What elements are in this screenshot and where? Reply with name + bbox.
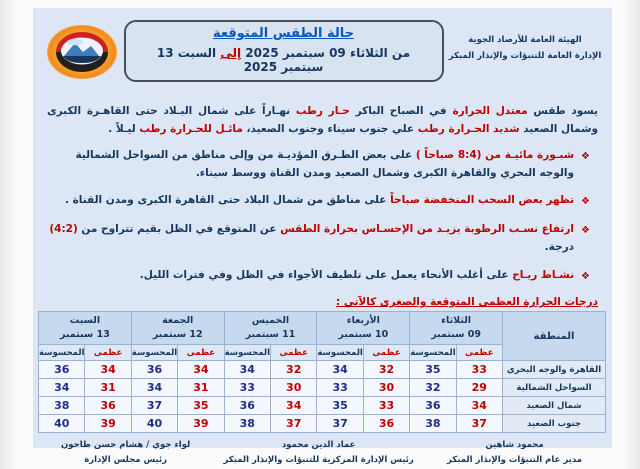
intro-segment: ليـلاً .: [108, 123, 136, 136]
temp-felt: 32: [410, 379, 456, 397]
authority-logo-svg: [44, 23, 120, 81]
day-name: الجمعة: [162, 314, 194, 326]
temp-max: 39: [85, 415, 131, 433]
date-to: السبت 13 سبتمبر 2025: [156, 46, 324, 74]
region-column-header: المنطقة: [503, 312, 606, 361]
temp-felt: 40: [131, 415, 177, 433]
temp-felt: 38: [224, 415, 270, 433]
intro-segment: شديد الحـرارة رطب: [414, 123, 520, 136]
temp-max: 31: [85, 379, 131, 397]
diamond-bullet-icon: ❖: [581, 271, 590, 283]
max-subheader: عظمى: [178, 345, 224, 361]
signature-chairman: [61, 438, 190, 469]
temp-max: 36: [85, 397, 131, 415]
organization-block: [446, 32, 604, 64]
day-header-friday: [131, 312, 224, 345]
region-name: شمال الصعيد: [503, 397, 606, 415]
temp-felt: 38: [39, 397, 85, 415]
table-row: [39, 379, 606, 397]
temp-felt: 33: [224, 379, 270, 397]
bullet-low-clouds: [47, 192, 590, 211]
temp-max: 39: [178, 415, 224, 433]
day-date: 12 سبتمبر: [152, 329, 203, 341]
bullet-segment: على بعض الطـرق المؤديـة من وإلى مناطق من السواحل الشمالية والوجه البحري والقاهرة الكبرى وشمال الصعيد ومدن القناة ووسط سيناء.: [75, 148, 575, 179]
day-name: الأربعاء: [346, 314, 380, 326]
temp-felt: 36: [410, 397, 456, 415]
day-header-tuesday: [410, 312, 503, 345]
page-title: حالة الطقس المتوقعة: [212, 26, 355, 41]
temp-felt: 38: [410, 415, 456, 433]
bullet-text: [47, 147, 574, 183]
temp-max: 35: [178, 397, 224, 415]
day-date: 09 سبتمبر: [431, 329, 481, 341]
date-range: [136, 46, 432, 74]
bullet-fog: [47, 147, 590, 183]
signature-title: رئيس مجلس الإدارة: [84, 455, 168, 466]
diamond-bullet-icon: ❖: [581, 196, 590, 208]
organization-name: الهيئة العامة للأرصاد الجوية: [468, 35, 582, 45]
temp-max: 30: [271, 379, 317, 397]
felt-subheader: المحسوسة: [317, 345, 363, 361]
bullet-segment: على مناطق من شمال البلاد حتى القاهرة الكبرى ومدن القناة .: [64, 194, 387, 207]
temp-max: 34: [85, 361, 131, 379]
region-name: جنوب الصعيد: [503, 415, 606, 433]
intro-segment: نهـاراً على شمال البـلاد حتى القاهـرة الكبرى وشمال الصعيد: [47, 105, 598, 136]
intro-segment: مائـل للحـرارة رطب: [135, 123, 243, 136]
temp-felt: 37: [131, 397, 177, 415]
day-header-wednesday: [317, 312, 410, 345]
temp-max: 30: [363, 379, 409, 397]
temp-max: 36: [363, 415, 409, 433]
region-name: السواحل الشمالية: [503, 379, 606, 397]
felt-subheader: المحسوسة: [131, 345, 177, 361]
forecast-bullets: [47, 147, 590, 286]
temp-max: 37: [456, 415, 502, 433]
weather-bulletin-card: [33, 8, 612, 466]
temp-max: 33: [363, 397, 409, 415]
day-date: 11 سبتمبر: [245, 329, 296, 341]
intro-segment: في الصباح الباكر: [349, 105, 447, 117]
max-subheader: عظمى: [363, 345, 409, 361]
bullet-segment: (4:2): [49, 223, 78, 236]
bullet-segment: عن المتوقع في الظل بقيم تتراوح من: [77, 223, 277, 236]
signature-title: مدير عام التنبؤات والإنذار المبكر: [447, 455, 582, 466]
felt-subheader: المحسوسة: [39, 345, 85, 361]
day-date: 10 سبتمبر: [338, 329, 389, 341]
signature-name: لواء جوي / هشام حسن طاحون: [61, 440, 191, 451]
authority-logo-icon: [43, 22, 121, 82]
signatures-footer: [33, 433, 612, 469]
temp-max: 32: [363, 361, 409, 379]
max-subheader: عظمى: [271, 345, 317, 361]
bullet-segment: درجة.: [544, 241, 575, 254]
bullet-humidity: [47, 221, 590, 257]
title-box: [124, 20, 444, 82]
max-subheader: عظمى: [85, 345, 131, 361]
temp-felt: 35: [317, 397, 363, 415]
signature-name: محمود شاهين: [485, 440, 544, 451]
table-row: [39, 415, 606, 433]
bullet-segment: ارتفاع نسـب الرطوبة يزيـد من الإحسـاس بحرارة الطقس: [276, 223, 575, 236]
signature-central-admin-head: [224, 438, 414, 469]
region-name: القاهرة والوجه البحري: [503, 361, 606, 379]
bullet-segment: نشـاط ريـاح: [508, 269, 575, 282]
temp-felt: 36: [39, 361, 85, 379]
temp-max: 34: [456, 397, 502, 415]
temp-felt: 34: [317, 361, 363, 379]
day-name: الخميس: [251, 314, 290, 326]
bullet-text: [65, 192, 574, 210]
temp-felt: 33: [317, 379, 363, 397]
table-title: درجات الحرارة العظمى المتوقعة والصغرى كالآتي :: [335, 296, 598, 309]
day-name: الثلاثاء: [441, 314, 472, 326]
diamond-bullet-icon: ❖: [581, 150, 590, 162]
temp-felt: 34: [224, 361, 270, 379]
felt-subheader: المحسوسة: [224, 345, 270, 361]
temp-max: 29: [456, 379, 502, 397]
table-row: [39, 397, 606, 415]
temp-max: 33: [456, 361, 502, 379]
max-subheader: عظمى: [456, 345, 502, 361]
temp-felt: 36: [224, 397, 270, 415]
signature-name: عماد الدين محمود: [281, 440, 356, 451]
temp-max: 32: [271, 361, 317, 379]
signature-director-general: [447, 438, 582, 469]
temp-max: 34: [178, 361, 224, 379]
day-date: 13 سبتمبر: [60, 329, 110, 341]
bullet-segment: تظهر بعض السحب المنخفضة صباحاً: [386, 194, 575, 207]
day-name: السبت: [69, 314, 101, 326]
temp-felt: 34: [39, 379, 85, 397]
temp-felt: 37: [317, 415, 363, 433]
felt-subheader: المحسوسة: [410, 345, 456, 361]
intro-segment: حـار رطب: [290, 105, 350, 117]
bullet-text: [140, 267, 574, 285]
date-link-word: إلى: [220, 46, 242, 60]
temp-felt: 34: [131, 379, 177, 397]
bullet-segment: على أغلب الأنحاء يعمل على تلطيف الأجواء في الظل وفي فترات الليل.: [139, 269, 509, 282]
temp-max: 37: [271, 415, 317, 433]
temp-max: 34: [271, 397, 317, 415]
bulletin-header: [33, 8, 612, 92]
intro-segment: علي جنوب سيناء وجنوب الصعيد،: [242, 123, 415, 136]
temp-felt: 35: [410, 361, 456, 379]
temp-max: 31: [178, 379, 224, 397]
intro-segment: يسود طقس: [527, 105, 599, 117]
bullet-segment: شبـورة مائيـة من (8:4 صباحاً ): [412, 148, 575, 161]
table-row: [39, 361, 606, 379]
date-from: من الثلاثاء 09 سبتمبر 2025: [241, 46, 411, 60]
temp-felt: 40: [39, 415, 85, 433]
bullet-wind: [47, 267, 590, 286]
intro-segment: معتدل الحرارة: [446, 105, 528, 117]
signature-title: رئيس الإدارة المركزية للتنبؤات والإنذار المبكر: [223, 455, 414, 466]
intro-paragraph: [47, 102, 598, 139]
temp-felt: 36: [131, 361, 177, 379]
temperature-table: [38, 311, 606, 433]
department-name: الإدارة العامة للتنبؤات والإنذار المبكر: [448, 51, 602, 62]
bullet-text: [47, 221, 574, 257]
day-header-saturday: [39, 312, 132, 345]
day-header-thursday: [224, 312, 317, 345]
diamond-bullet-icon: ❖: [581, 225, 590, 237]
